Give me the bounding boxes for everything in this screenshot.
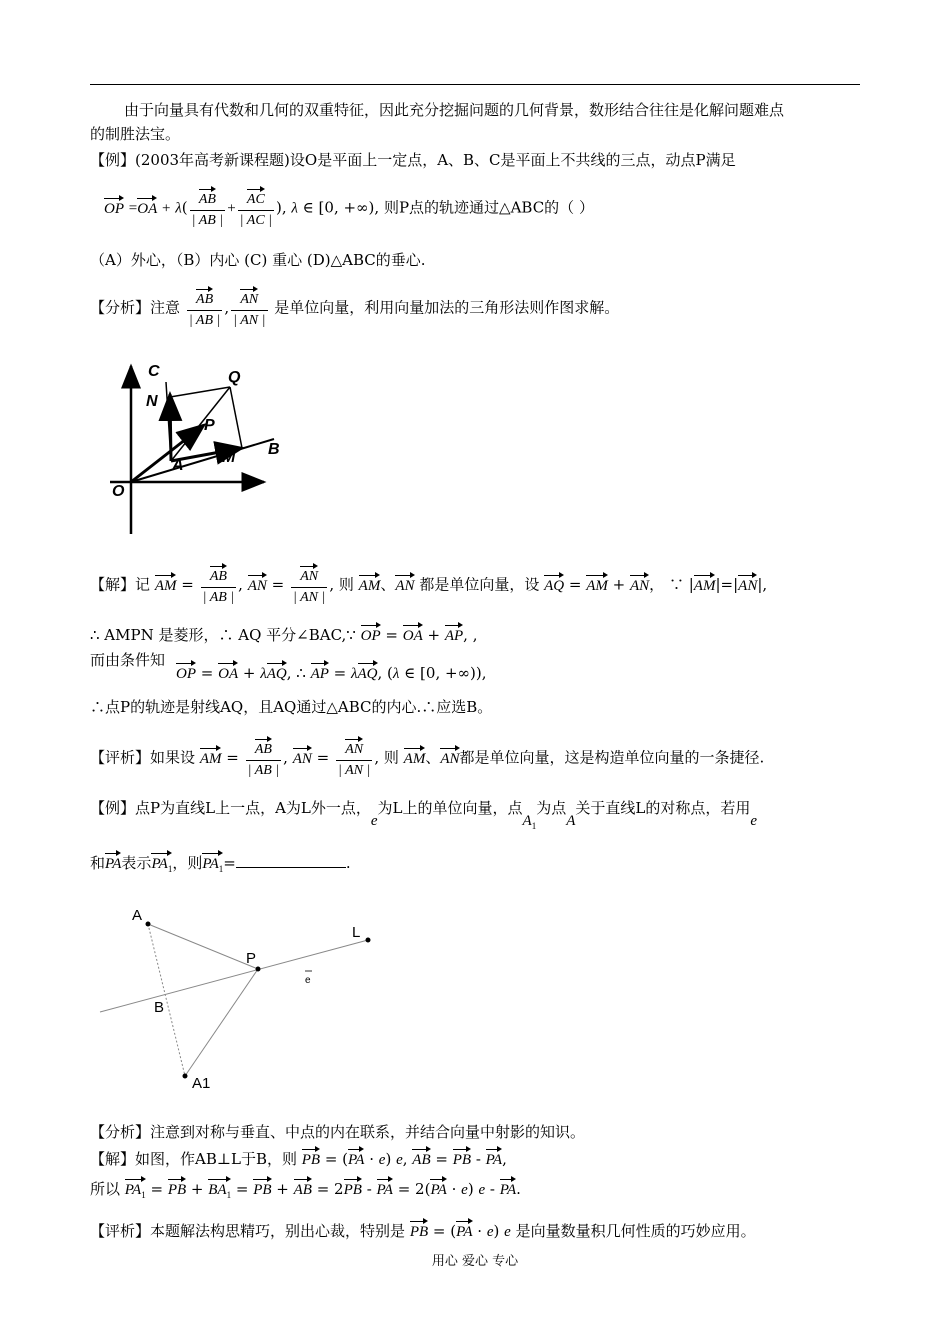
figure1-label-q: Q bbox=[228, 369, 241, 386]
intro-line-1: 由于向量具有代数和几何的双重特征，因此充分挖掘问题的几何背景，数形结合往往是化解问题难点 bbox=[124, 101, 785, 119]
analysis1-label: 【分析】 bbox=[90, 298, 151, 317]
comment1-suffix: 都是单位向量，这是构造单位向量的一条捷径. bbox=[459, 748, 765, 767]
analysis1-suffix: 是单位向量，利用向量加法的三角形法则作图求解。 bbox=[274, 298, 620, 317]
example1-options: （A）外心，（B）内心 (C) 重心 (D)△ABC的垂心. bbox=[90, 251, 426, 269]
example1-label: 【例】 bbox=[90, 151, 136, 169]
example2-eq: = bbox=[223, 854, 236, 872]
figure1-label-c: C bbox=[148, 363, 160, 380]
solution1-label: 【解】 bbox=[90, 575, 136, 594]
figure2-point-p bbox=[256, 967, 261, 972]
example1-formula-tail: 则P点的轨迹通过△ABC的（ ） bbox=[383, 198, 594, 217]
figure2-point-l bbox=[366, 938, 371, 943]
solution1-cond: 而由条件知 bbox=[90, 651, 166, 669]
analysis1-line: 【分析】注意 $\frac{AB}{| AB |}$ , $\frac{AN}{| AN |}$ 是单位向量，利用向量加法的三角形法则作图求解。 bbox=[90, 286, 619, 331]
solution2-line-2: 所以 $PA_1$ = PB + $BA_1$ = PB + AB = 2PB - PA = 2(PA · e) e - PA. bbox=[90, 1176, 521, 1205]
solution2-label: 【解】 bbox=[90, 1150, 136, 1168]
example1-text: (2003年高考新课程题)设O是平面上一定点，A、B、C是平面上不共线的三点，动点P满足 bbox=[135, 151, 736, 169]
example2-text4: 关于直线L的对称点，若用 bbox=[575, 799, 751, 817]
figure2-segment-ap bbox=[148, 924, 258, 969]
solution1-because: ∵ bbox=[668, 575, 684, 594]
page-footer: 用心 爱心 专心 bbox=[431, 1254, 519, 1269]
example2-label: 【例】 bbox=[90, 799, 136, 817]
header-rule bbox=[90, 84, 860, 85]
figure1-label-p: P bbox=[204, 417, 215, 434]
comment2-suffix: 是向量数量积几何性质的巧妙应用。 bbox=[515, 1222, 756, 1240]
example2-then: ，则 bbox=[172, 854, 203, 872]
figure1-vector-op bbox=[131, 425, 204, 482]
figure1-label-a: A bbox=[172, 457, 184, 474]
solution1-rhombus: ∴ AMPN 是菱形，∴ AQ 平分∠BAC,∵ bbox=[90, 626, 356, 644]
analysis1-prefix: 注意 bbox=[150, 298, 181, 317]
comment2-line: 【评析】本题解法构思精巧，别出心裁，特别是 PB = (PA · e) e 是向量数量积几何性质的巧妙应用。 bbox=[90, 1218, 756, 1242]
example1-line bbox=[90, 150, 736, 170]
comment1-then: 则 bbox=[383, 748, 399, 767]
figure2-segment-pa1 bbox=[185, 969, 258, 1076]
solution2-so: 所以 bbox=[90, 1180, 121, 1198]
solution1-cond-formula: OP = OA + λAQ, ∴ AP = λAQ, (λ ∈ [0, +∞)), bbox=[176, 660, 487, 684]
figure2-label-l: L bbox=[352, 924, 361, 941]
intro-line-2: 的制胜法宝。 bbox=[90, 125, 181, 143]
figure2-diagram bbox=[96, 900, 396, 1100]
comment2-label: 【评析】 bbox=[90, 1222, 151, 1240]
figure2-point-a1 bbox=[183, 1074, 188, 1079]
solution1-conclusion: ∴点P的轨迹是射线AQ，且AQ通过△ABC的内心.∴应选B。 bbox=[90, 698, 493, 716]
comment1-mid: 、 bbox=[425, 748, 441, 767]
comment1-line: 【评析】如果设 AM = $\frac{AB}{| AB |}$ , AN = $\frac{AN}{| AN |}$ , 则 AM、AN都是单位向量，这是构造单位向量的一条捷径. bbox=[90, 736, 764, 781]
answer-blank[interactable] bbox=[236, 853, 346, 868]
figure1-segment-nq bbox=[170, 387, 230, 397]
figure2-label-e: e bbox=[305, 975, 311, 986]
figure1-diagram bbox=[96, 352, 296, 542]
comment1-label: 【评析】 bbox=[90, 748, 151, 767]
figure2-label-a1: A1 bbox=[192, 1075, 211, 1092]
figure1-ray-ab bbox=[131, 439, 274, 482]
solution1-line: 【解】记 AM = $\frac{AB}{| AB |}$ , AN = $\frac{AN}{| AN |}$ , 则 AM、AN 都是单位向量，设 AQ = AM + AN， ∵ |AM|=|AN|, bbox=[90, 563, 767, 608]
figure1-segment-qm bbox=[230, 387, 242, 448]
figure2-label-p: P bbox=[246, 950, 257, 967]
example1-formula: OP =OA + λ( $\frac{AB}{| AB |}$ + $\frac{AC}{| AC |}$ ), λ ∈ [0, +∞), 则P点的轨迹通过△ABC的（ ） bbox=[104, 186, 594, 231]
comment1-prefix: 如果设 bbox=[150, 748, 196, 767]
figure2-label-a: A bbox=[132, 907, 143, 924]
figure1-label-b: B bbox=[268, 441, 280, 458]
solution1-rhombus-line: ∴ AMPN 是菱形，∴ AQ 平分∠BAC,∵ OP = OA + AP, , bbox=[90, 622, 477, 646]
analysis2-label: 【分析】 bbox=[90, 1123, 151, 1141]
solution1-mid: 、 bbox=[380, 575, 396, 594]
example2-and: 和 bbox=[90, 854, 106, 872]
example2-show: 表示 bbox=[121, 854, 152, 872]
example2-text2: 为L上的单位向量，点 bbox=[377, 799, 523, 817]
example2-text1: 点P为直线L上一点，A为L外一点， bbox=[135, 799, 371, 817]
figure2-label-b: B bbox=[154, 999, 165, 1016]
comment2-prefix: 本题解法构思精巧，别出心裁，特别是 bbox=[150, 1222, 406, 1240]
solution1-cond-line bbox=[90, 650, 165, 670]
example2-line-1: 【例】点P为直线L上一点，A为L外一点，e为L上的单位向量，点$A_1$为点A关于直线L的对称点，若用e bbox=[90, 799, 758, 831]
example2-line-2: 和PA表示$PA_1$，则$PA_1=$ . bbox=[90, 850, 351, 879]
solution2-text: 如图，作AB⊥L于B，则 bbox=[135, 1150, 297, 1168]
analysis2-line bbox=[90, 1122, 585, 1142]
solution1-then: 则 bbox=[338, 575, 354, 594]
figure2-point-a bbox=[146, 922, 151, 927]
analysis2-text: 注意到对称与垂直、中点的内在联系，并结合向量中射影的知识。 bbox=[150, 1123, 586, 1141]
figure2-line-l bbox=[100, 940, 368, 1012]
solution1-prefix: 记 bbox=[135, 575, 151, 594]
example2-text3: 为点 bbox=[536, 799, 567, 817]
solution2-line-1: 【解】如图，作AB⊥L于B，则 PB = (PA · e) e, AB = PB - PA, bbox=[90, 1146, 507, 1170]
figure1-label-m: M bbox=[222, 449, 236, 466]
solution1-unit-text: 都是单位向量，设 bbox=[419, 575, 540, 594]
figure1-label-o: O bbox=[112, 483, 125, 500]
figure1-label-n: N bbox=[146, 393, 158, 410]
